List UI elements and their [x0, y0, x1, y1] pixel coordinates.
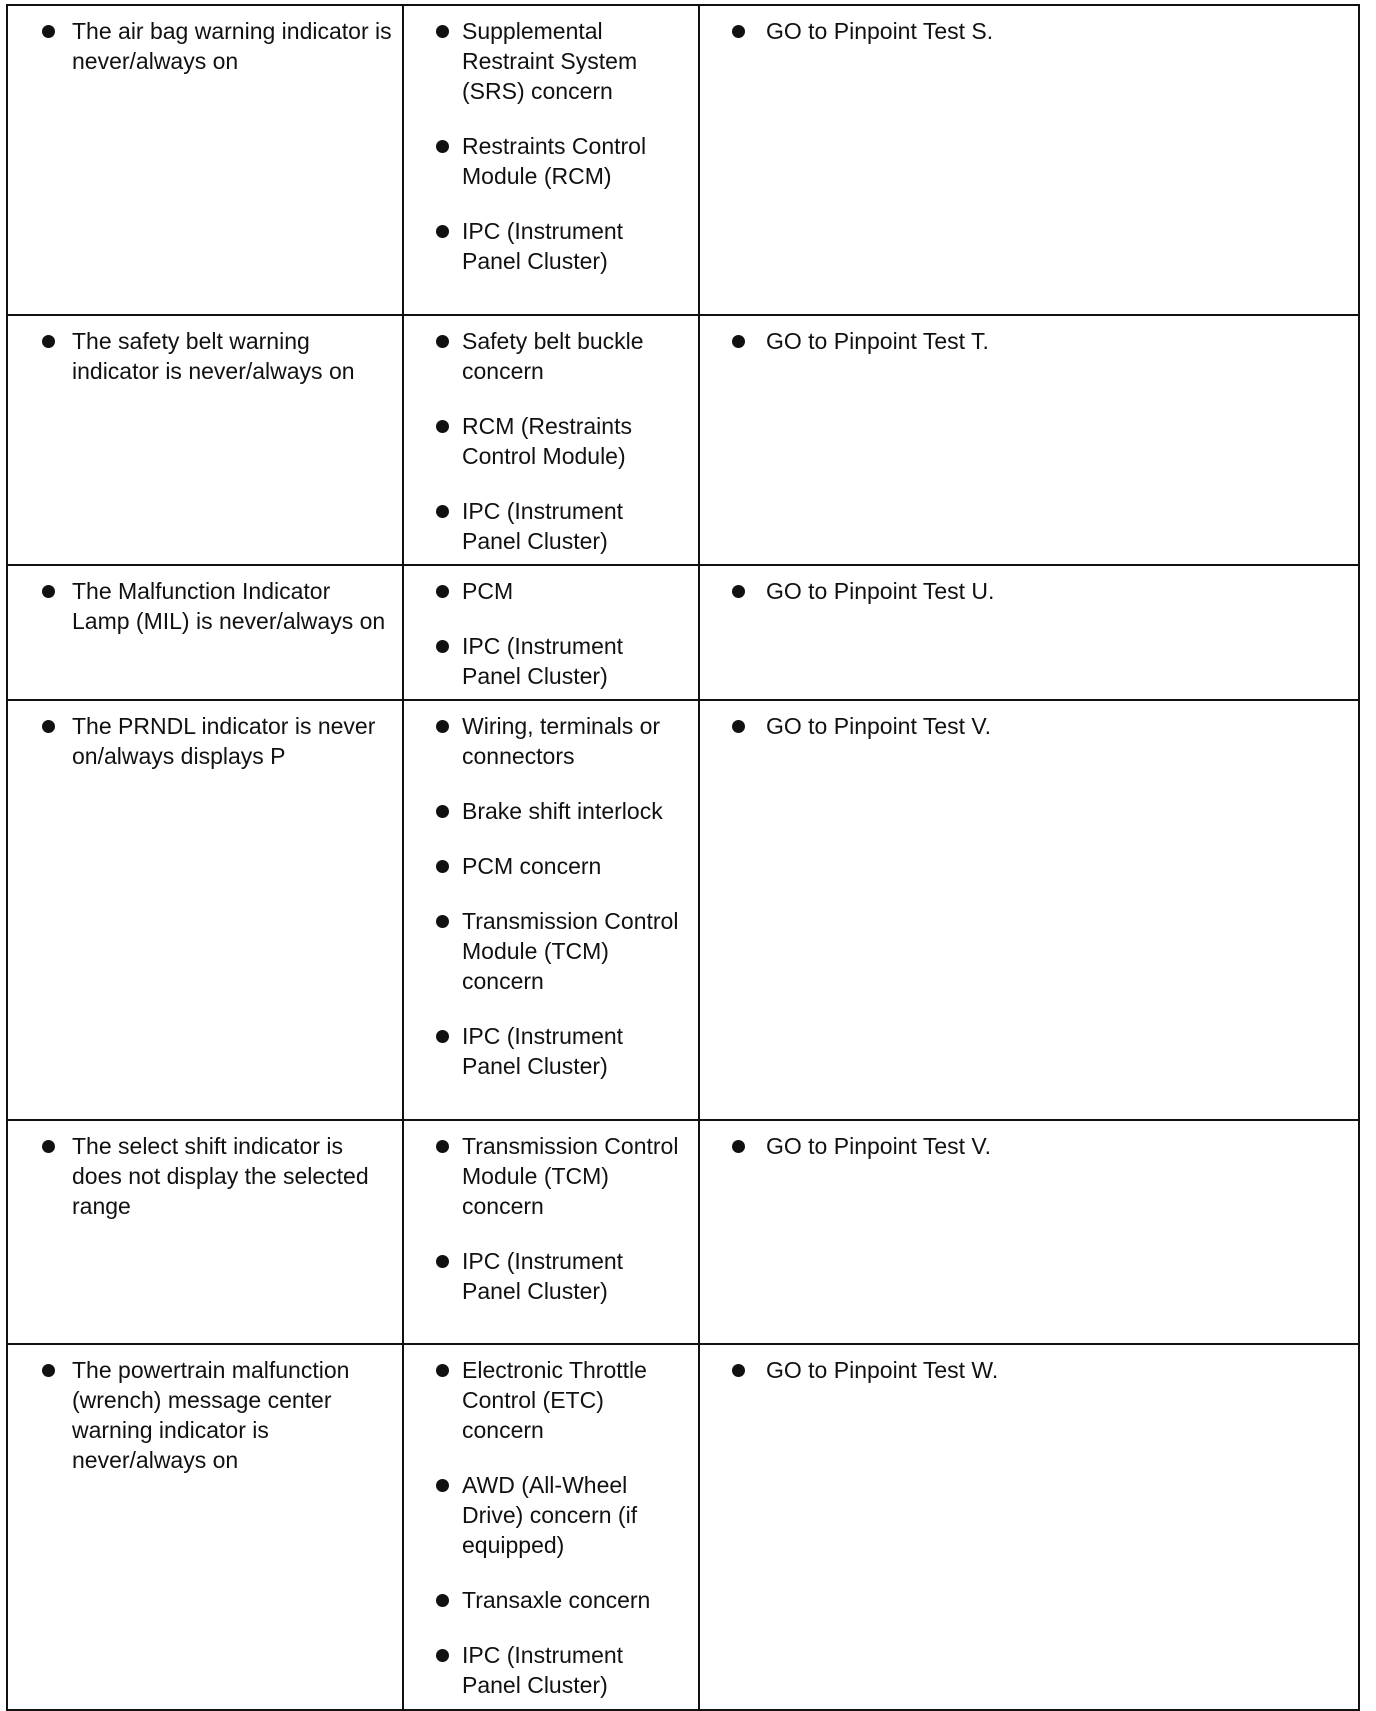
action-item	[708, 326, 1350, 356]
bullet-icon	[436, 1140, 449, 1153]
possible-source-cell	[403, 5, 699, 315]
bullet-icon	[436, 1364, 449, 1377]
bullet-icon	[436, 420, 449, 433]
bullet-icon	[436, 1255, 449, 1268]
bullet-icon	[732, 335, 745, 348]
action-cell	[699, 565, 1359, 700]
source-item	[412, 851, 690, 881]
source-item	[412, 1131, 690, 1221]
condition-cell	[7, 315, 403, 565]
action-cell	[699, 1344, 1359, 1710]
source-item	[412, 16, 690, 106]
possible-source-cell	[403, 1344, 699, 1710]
condition-text: The powertrain malfunction (wrench) message center warning indicator is never/always on	[72, 1357, 350, 1473]
source-text: IPC (Instrument Panel Cluster)	[462, 633, 624, 689]
source-item	[412, 1470, 690, 1560]
bullet-icon	[436, 585, 449, 598]
source-text: Transmission Control Module (TCM) concern	[462, 908, 679, 994]
condition-text: The air bag warning indicator is never/always on	[72, 18, 392, 74]
source-text: Transmission Control Module (TCM) concern	[462, 1133, 679, 1219]
bullet-icon	[436, 140, 449, 153]
possible-source-cell	[403, 565, 699, 700]
condition-item	[16, 16, 394, 76]
source-item	[412, 711, 690, 771]
action-cell	[699, 1120, 1359, 1344]
bullet-icon	[732, 585, 745, 598]
source-text: IPC (Instrument Panel Cluster)	[462, 218, 624, 274]
bullet-icon	[436, 1594, 449, 1607]
action-item	[708, 1131, 1350, 1161]
bullet-icon	[732, 720, 745, 733]
source-text: Supplemental Restraint System (SRS) concern	[462, 18, 638, 104]
action-text: GO to Pinpoint Test V.	[766, 1133, 992, 1159]
action-item	[708, 576, 1350, 606]
source-text: Wiring, terminals or connectors	[462, 713, 661, 769]
source-text: IPC (Instrument Panel Cluster)	[462, 498, 624, 554]
condition-item	[16, 326, 394, 386]
source-item	[412, 496, 690, 556]
condition-item	[16, 1355, 394, 1475]
condition-cell	[7, 1120, 403, 1344]
action-text: GO to Pinpoint Test V.	[766, 713, 992, 739]
possible-source-cell	[403, 1120, 699, 1344]
bullet-icon	[42, 720, 55, 733]
bullet-icon	[732, 1140, 745, 1153]
bullet-icon	[436, 860, 449, 873]
source-item	[412, 906, 690, 996]
bullet-icon	[42, 335, 55, 348]
condition-cell	[7, 1344, 403, 1710]
bullet-icon	[436, 335, 449, 348]
source-item	[412, 1585, 690, 1615]
action-cell	[699, 700, 1359, 1120]
bullet-icon	[436, 1479, 449, 1492]
condition-text: The safety belt warning indicator is never/always on	[72, 328, 355, 384]
table-row	[7, 1344, 1359, 1710]
condition-item	[16, 576, 394, 636]
possible-source-cell	[403, 700, 699, 1120]
table-row	[7, 565, 1359, 700]
source-text: RCM (Restraints Control Module)	[462, 413, 632, 469]
symptom-chart-table	[6, 4, 1360, 1711]
source-item	[412, 631, 690, 691]
source-item	[412, 1640, 690, 1700]
action-item	[708, 711, 1350, 741]
source-text: Transaxle concern	[462, 1587, 651, 1613]
source-item	[412, 216, 690, 276]
condition-cell	[7, 565, 403, 700]
bullet-icon	[436, 505, 449, 518]
bullet-icon	[732, 1364, 745, 1377]
action-text: GO to Pinpoint Test S.	[766, 18, 994, 44]
source-text: IPC (Instrument Panel Cluster)	[462, 1642, 624, 1698]
bullet-icon	[436, 805, 449, 818]
source-item	[412, 796, 690, 826]
source-text: AWD (All-Wheel Drive) concern (if equipped)	[462, 1472, 638, 1558]
action-item	[708, 1355, 1350, 1385]
action-cell	[699, 5, 1359, 315]
source-text: Electronic Throttle Control (ETC) concern	[462, 1357, 647, 1443]
source-item	[412, 1021, 690, 1081]
source-item	[412, 326, 690, 386]
bullet-icon	[42, 1364, 55, 1377]
bullet-icon	[436, 1649, 449, 1662]
condition-cell	[7, 700, 403, 1120]
condition-text: The PRNDL indicator is never on/always displays P	[72, 713, 376, 769]
condition-item	[16, 711, 394, 771]
action-cell	[699, 315, 1359, 565]
bullet-icon	[42, 25, 55, 38]
source-text: PCM	[462, 578, 514, 604]
source-text: Brake shift interlock	[462, 798, 663, 824]
source-text: Restraints Control Module (RCM)	[462, 133, 647, 189]
bullet-icon	[732, 25, 745, 38]
bullet-icon	[436, 640, 449, 653]
source-text: IPC (Instrument Panel Cluster)	[462, 1023, 624, 1079]
condition-text: The Malfunction Indicator Lamp (MIL) is never/always on	[72, 578, 386, 634]
action-text: GO to Pinpoint Test U.	[766, 578, 995, 604]
possible-source-cell	[403, 315, 699, 565]
bullet-icon	[436, 915, 449, 928]
table-row	[7, 5, 1359, 315]
action-item	[708, 16, 1350, 46]
bullet-icon	[436, 25, 449, 38]
source-item	[412, 411, 690, 471]
condition-cell	[7, 5, 403, 315]
bullet-icon	[436, 1030, 449, 1043]
bullet-icon	[42, 585, 55, 598]
table-row	[7, 700, 1359, 1120]
source-item	[412, 1246, 690, 1306]
action-text: GO to Pinpoint Test T.	[766, 328, 989, 354]
condition-text: The select shift indicator is does not display the selected range	[72, 1133, 369, 1219]
source-item	[412, 576, 690, 606]
table-row	[7, 315, 1359, 565]
source-text: Safety belt buckle concern	[462, 328, 644, 384]
table-row	[7, 1120, 1359, 1344]
source-item	[412, 131, 690, 191]
bullet-icon	[42, 1140, 55, 1153]
bullet-icon	[436, 720, 449, 733]
source-text: PCM concern	[462, 853, 602, 879]
bullet-icon	[436, 225, 449, 238]
source-text: IPC (Instrument Panel Cluster)	[462, 1248, 624, 1304]
source-item	[412, 1355, 690, 1445]
action-text: GO to Pinpoint Test W.	[766, 1357, 999, 1383]
condition-item	[16, 1131, 394, 1221]
